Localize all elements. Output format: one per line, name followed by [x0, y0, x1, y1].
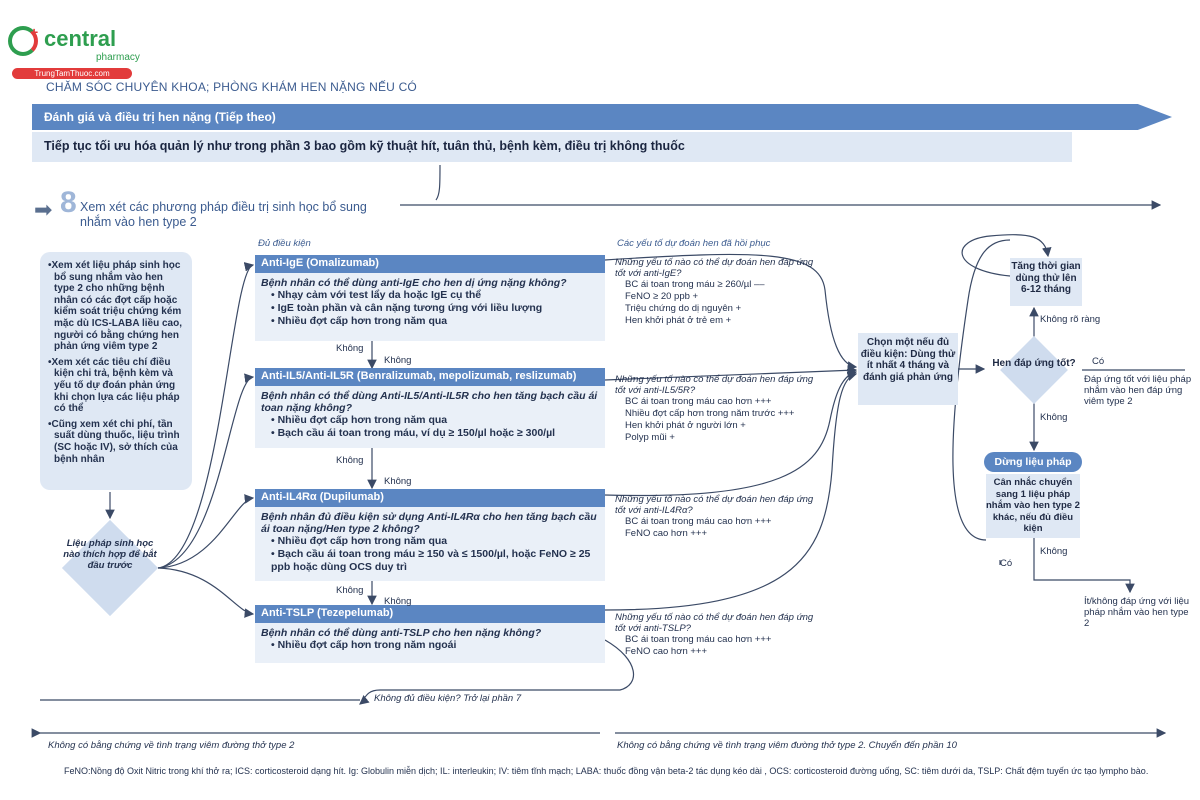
logo-sub: pharmacy	[96, 52, 140, 63]
predictor-anti-il4ra	[615, 494, 815, 540]
response-question: Hen đáp ứng tốt?	[992, 358, 1076, 369]
predictor-question: Những yếu tố nào có thể dự đoán hen đáp ứng tốt với anti-IL4Rα?	[615, 494, 814, 516]
left-item: •Cũng xem xét chi phí, tần suất dùng thuốc, liệu trình (SC hoặc IV), sở thích của bệnh nhân	[48, 418, 180, 465]
drug-question: Bệnh nhân có thể dùng anti-IgE cho hen dị ứng nặng không?	[261, 277, 567, 289]
logo-site: TrungTamThuoc.com	[12, 68, 132, 79]
drug-name: Anti-IL4Rα (Dupilumab)	[255, 489, 605, 507]
no-label: Không	[1040, 546, 1068, 557]
drug-bullet: • Bạch cầu ái toan trong máu ≥ 150 và ≤ 1500/µl, hoặc FeNO ≥ 25 ppb hoặc dùng OCS duy trì	[271, 548, 591, 573]
predictor-item: FeNO cao hơn +++	[625, 646, 708, 657]
drug-bullet: • IgE toàn phần và cân nặng tương ứng với liều lượng	[271, 302, 543, 314]
predictor-anti-il5	[615, 374, 815, 444]
no-label: Không	[384, 476, 412, 487]
footer-right: Không có bằng chứng về tình trạng viêm đường thở type 2. Chuyển đến phần 10	[617, 740, 957, 751]
not-eligible-note: Không đủ điều kiện? Trở lại phần 7	[374, 693, 522, 704]
drug-bullet: • Nhiều đợt cấp hơn trong năm qua	[271, 315, 448, 327]
predictor-item: BC ái toan trong máu cao hơn +++	[625, 516, 772, 527]
poor-response-note: Ít/không đáp ứng với liệu pháp nhắm vào hen type 2	[1084, 596, 1190, 629]
diamond-shape	[1000, 336, 1068, 404]
no-label: Không	[336, 343, 364, 354]
start-decision	[62, 520, 158, 616]
line-diamond-to-tslp	[158, 568, 253, 614]
drug-question: Bệnh nhân đủ điều kiện sử dụng Anti-IL4Rα cho hen tăng bạch cầu ái toan nặng/Hen type 2 không?	[261, 511, 597, 535]
stop-therapy-box: Cân nhắc chuyển sang 1 liệu pháp nhắm vào hen type 2 khác, nếu đủ điều kiện	[986, 474, 1080, 538]
predictor-anti-ige	[615, 257, 815, 327]
predictor-question: Những yếu tố nào có thể dự đoán hen đáp ứng tốt với anti-IgE?	[615, 257, 814, 279]
predictor-item: Triệu chứng do dị nguyên +	[625, 303, 742, 314]
banner-subtitle: Tiếp tục tối ưu hóa quản lý như trong phần 3 bao gồm kỹ thuật hít, tuân thủ, bệnh kèm, điều trị không thuốc	[44, 139, 685, 153]
good-response-note: Đáp ứng tốt với liệu pháp nhắm vào hen đáp ứng viêm type 2	[1084, 374, 1192, 407]
drug-bullet: • Nhiều đợt cấp hơn trong năm ngoái	[271, 639, 457, 651]
predictor-item: Hen khởi phát ở trẻ em +	[625, 315, 732, 326]
drug-bullet: • Nhạy cảm với test lẩy da hoặc IgE cụ thể	[271, 289, 482, 301]
drug-bullet: • Nhiều đợt cấp hơn trong năm qua	[271, 414, 448, 426]
drug-box-anti-tslp	[255, 605, 605, 663]
section-label: CHĂM SÓC CHUYÊN KHOA; PHÒNG KHÁM HEN NẶNG NẾU CÓ	[46, 80, 417, 94]
predictor-question: Những yếu tố nào có thể dự đoán hen đáp ứng tốt với anti-IL5/5R?	[615, 374, 814, 396]
drug-box-anti-ige	[255, 255, 605, 341]
predictors-label: Các yếu tố dự đoán hen đã hồi phục	[617, 238, 771, 249]
drug-bullet: • Bạch cầu ái toan trong máu, ví dụ ≥ 150/µl hoặc ≥ 300/µl	[271, 427, 556, 439]
choose-box: Chọn một nếu đủ điều kiện: Dùng thử ít nhất 4 tháng và đánh giá phản ứng	[858, 333, 958, 405]
logo	[8, 24, 140, 82]
no-label: Không	[336, 585, 364, 596]
left-considerations	[40, 252, 192, 490]
banner-title: Đánh giá và điều trị hen nặng (Tiếp theo)	[44, 110, 276, 124]
drug-bullet: • Nhiều đợt cấp hơn trong năm qua	[271, 535, 448, 547]
yes-label: Có	[1092, 356, 1105, 367]
no-label: Không	[384, 596, 412, 607]
drug-name: Anti-IL5/Anti-IL5R (Benralizumab, mepolizumab, reslizumab)	[255, 368, 605, 386]
predictor-item: Nhiều đợt cấp hơn trong năm trước +++	[625, 408, 795, 419]
logo-brand: central	[44, 26, 117, 51]
yes-label: Có	[1000, 558, 1013, 569]
no-label: Không	[336, 455, 364, 466]
drug-box-anti-il5	[255, 368, 605, 448]
predictor-question: Những yếu tố nào có thể dự đoán hen đáp ứng tốt với anti-TSLP?	[615, 612, 814, 634]
line-diamond-to-il4	[158, 498, 253, 568]
arrow-right-icon: ➡	[34, 197, 53, 222]
plus-icon: +	[30, 24, 39, 40]
predictor-item: FeNO ≥ 20 ppb +	[625, 291, 699, 302]
predictor-item: BC ái toan trong máu cao hơn +++	[625, 634, 772, 645]
abbreviations: FeNO:Nồng độ Oxit Nitric trong khí thở ra; ICS: corticosteroid dạng hít. Ig: Globulin miễn dịch; IL: interleukin; IV: tiêm tĩnh mạch; LABA: thuốc đồng vận beta-2 tác dụng kéo dài , OCS: corticosteroid đường uống, SC: tiêm dưới da, TSLP: Chất đệm tuyến ức tạo lympho bào.	[64, 766, 1149, 776]
diamond-text: Liệu pháp sinh học nào thích hợp để bắt đầu trước	[63, 538, 157, 571]
drug-question: Bệnh nhân có thể dùng anti-TSLP cho hen nặng không?	[261, 627, 542, 639]
predictor-item: Polyp mũi +	[625, 432, 675, 443]
predictor-item: BC ái toan trong máu cao hơn +++	[625, 396, 772, 407]
extend-box: Tăng thời gian dùng thử lên 6-12 tháng	[1010, 258, 1082, 306]
left-item: •Xem xét liệu pháp sinh học bổ sung nhắm vào hen type 2 cho những bệnh nhân có các đợt cấp hoặc kiểm soát triệu chứng kém mặc dù ICS-LABA liều cao, người có bằng chứng hen phản ứng viêm type 2	[48, 260, 182, 353]
response-decision	[986, 338, 1082, 402]
eligible-label: Đủ điều kiện	[258, 238, 311, 249]
step-number: 8	[60, 186, 77, 219]
drug-name: Anti-TSLP (Tezepelumab)	[255, 605, 605, 623]
left-item: •Xem xét các tiêu chí điều kiện chi trả, bệnh kèm và yếu tố dự đoán phản ứng khi chọn lựa các liệu pháp có thể	[48, 356, 180, 415]
step-text: Xem xét các phương pháp điều trị sinh học bổ sung nhắm vào hen type 2	[80, 200, 367, 229]
drug-box-anti-il4ra	[255, 489, 605, 581]
predictor-item: FeNO cao hơn +++	[625, 528, 708, 539]
drug-question: Bệnh nhân có thể dùng Anti-IL5/Anti-IL5R cho hen tăng bạch cầu ái toan nặng không?	[261, 390, 598, 414]
footer-left: Không có bằng chứng về tình trạng viêm đường thở type 2	[48, 740, 295, 751]
line-banner-down	[436, 165, 440, 200]
drug-name: Anti-IgE (Omalizumab)	[255, 255, 605, 273]
predictor-item: BC ái toan trong máu ≥ 260/µl ––	[625, 279, 765, 290]
unclear-label: Không rõ ràng	[1040, 314, 1101, 325]
predictor-anti-tslp	[615, 612, 815, 658]
predictor-item: Hen khởi phát ở người lớn +	[625, 420, 746, 431]
stop-therapy-title: Dừng liệu pháp	[984, 452, 1082, 472]
no-label: Không	[384, 355, 412, 366]
no-label: Không	[1040, 412, 1068, 423]
